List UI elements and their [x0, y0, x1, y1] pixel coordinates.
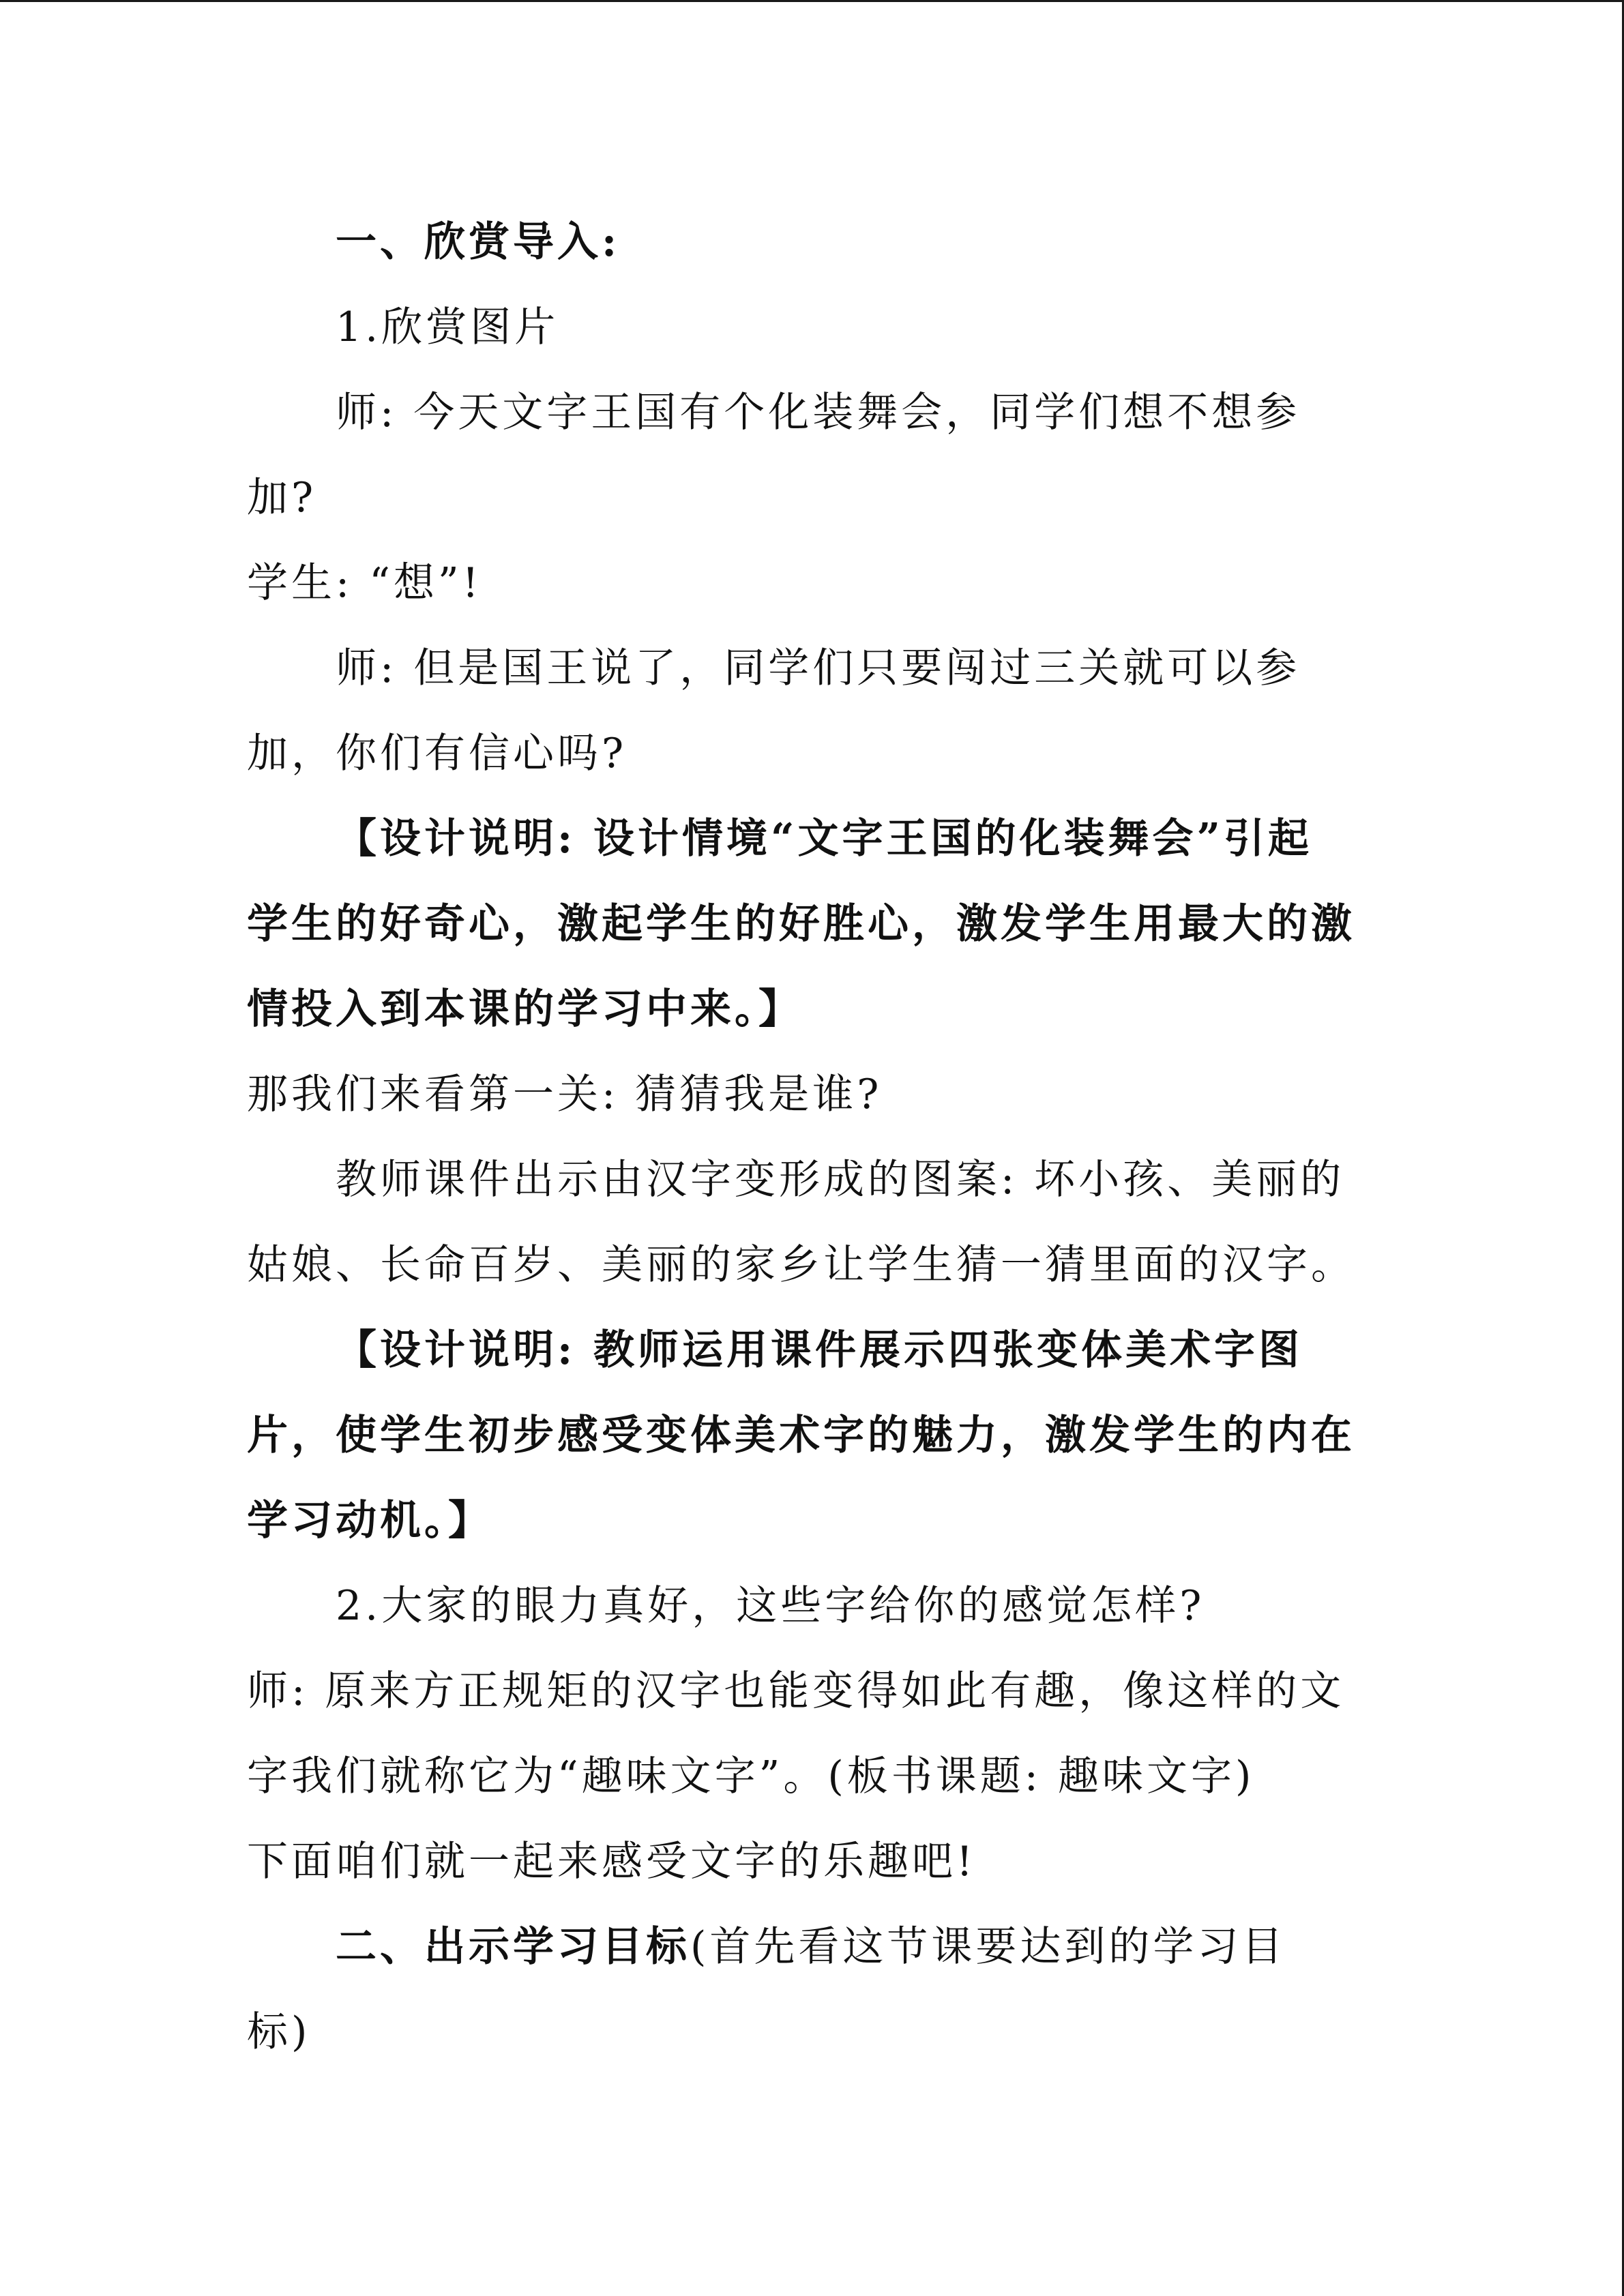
design-note-1-line-2: 学生的好奇心，激起学生的好胜心，激发学生用最大的激	[247, 900, 1355, 948]
design-note-2-line-2: 片，使学生初步感受变体美术字的魅力，激发学生的内在	[247, 1412, 1355, 1459]
design-note-2-line-3: 学习动机。】	[247, 1497, 492, 1545]
teacher-question-2-line-2: 加，你们有信心吗?	[247, 730, 628, 777]
teacher-question-1-line-2: 加?	[247, 474, 317, 522]
design-note-1-line-3: 情投入到本课的学习中来。】	[247, 985, 803, 1033]
courseware-description-line-2: 姑娘、长命百岁、美丽的家乡让学生猜一猜里面的汉字。	[247, 1241, 1355, 1289]
section-heading-appreciation: 一、欣赏导入:	[336, 218, 621, 266]
teacher-question-1-line-1: 师: 今天文字王国有个化装舞会，同学们想不想参	[336, 389, 1301, 436]
page-border-top	[0, 0, 1624, 2]
design-note-1-line-1: 【设计说明: 设计情境“文字王国的化装舞会”引起	[336, 815, 1313, 863]
section-heading-note: (首先看这节课要达到的学习目	[690, 1923, 1286, 1971]
design-note-2-line-1: 【设计说明: 教师运用课件展示四张变体美术字图	[336, 1326, 1303, 1374]
section-heading-learning-goals-line-2: 标)	[247, 2008, 311, 2056]
section-heading-learning-goals: 二、出示学习目标	[336, 1923, 690, 1971]
section-heading-learning-goals-line-1	[336, 1905, 1441, 1989]
teacher-question-3-line-1: 师: 原来方正规矩的汉字也能变得如此有趣，像这样的文	[247, 1667, 1345, 1715]
item-feeling-question: 2.大家的眼力真好，这些字给你的感觉怎样?	[336, 1582, 1205, 1630]
student-answer: 学生: “想”!	[247, 559, 482, 607]
courseware-description-line-1: 教师课件出示由汉字变形成的图案: 坏小孩、美丽的	[336, 1156, 1345, 1204]
item-appreciate-pictures: 1.欣赏图片	[336, 303, 559, 351]
teacher-question-3-line-2: 字我们就称它为“趣味文字”。(板书课题: 趣味文字)	[247, 1753, 1255, 1800]
level-one-prompt: 那我们来看第一关: 猜猜我是谁?	[247, 1071, 883, 1118]
teacher-question-3-line-3: 下面咱们就一起来感受文字的乐趣吧!	[247, 1838, 977, 1885]
teacher-question-2-line-1: 师: 但是国王说了，同学们只要闯过三关就可以参	[336, 644, 1301, 692]
